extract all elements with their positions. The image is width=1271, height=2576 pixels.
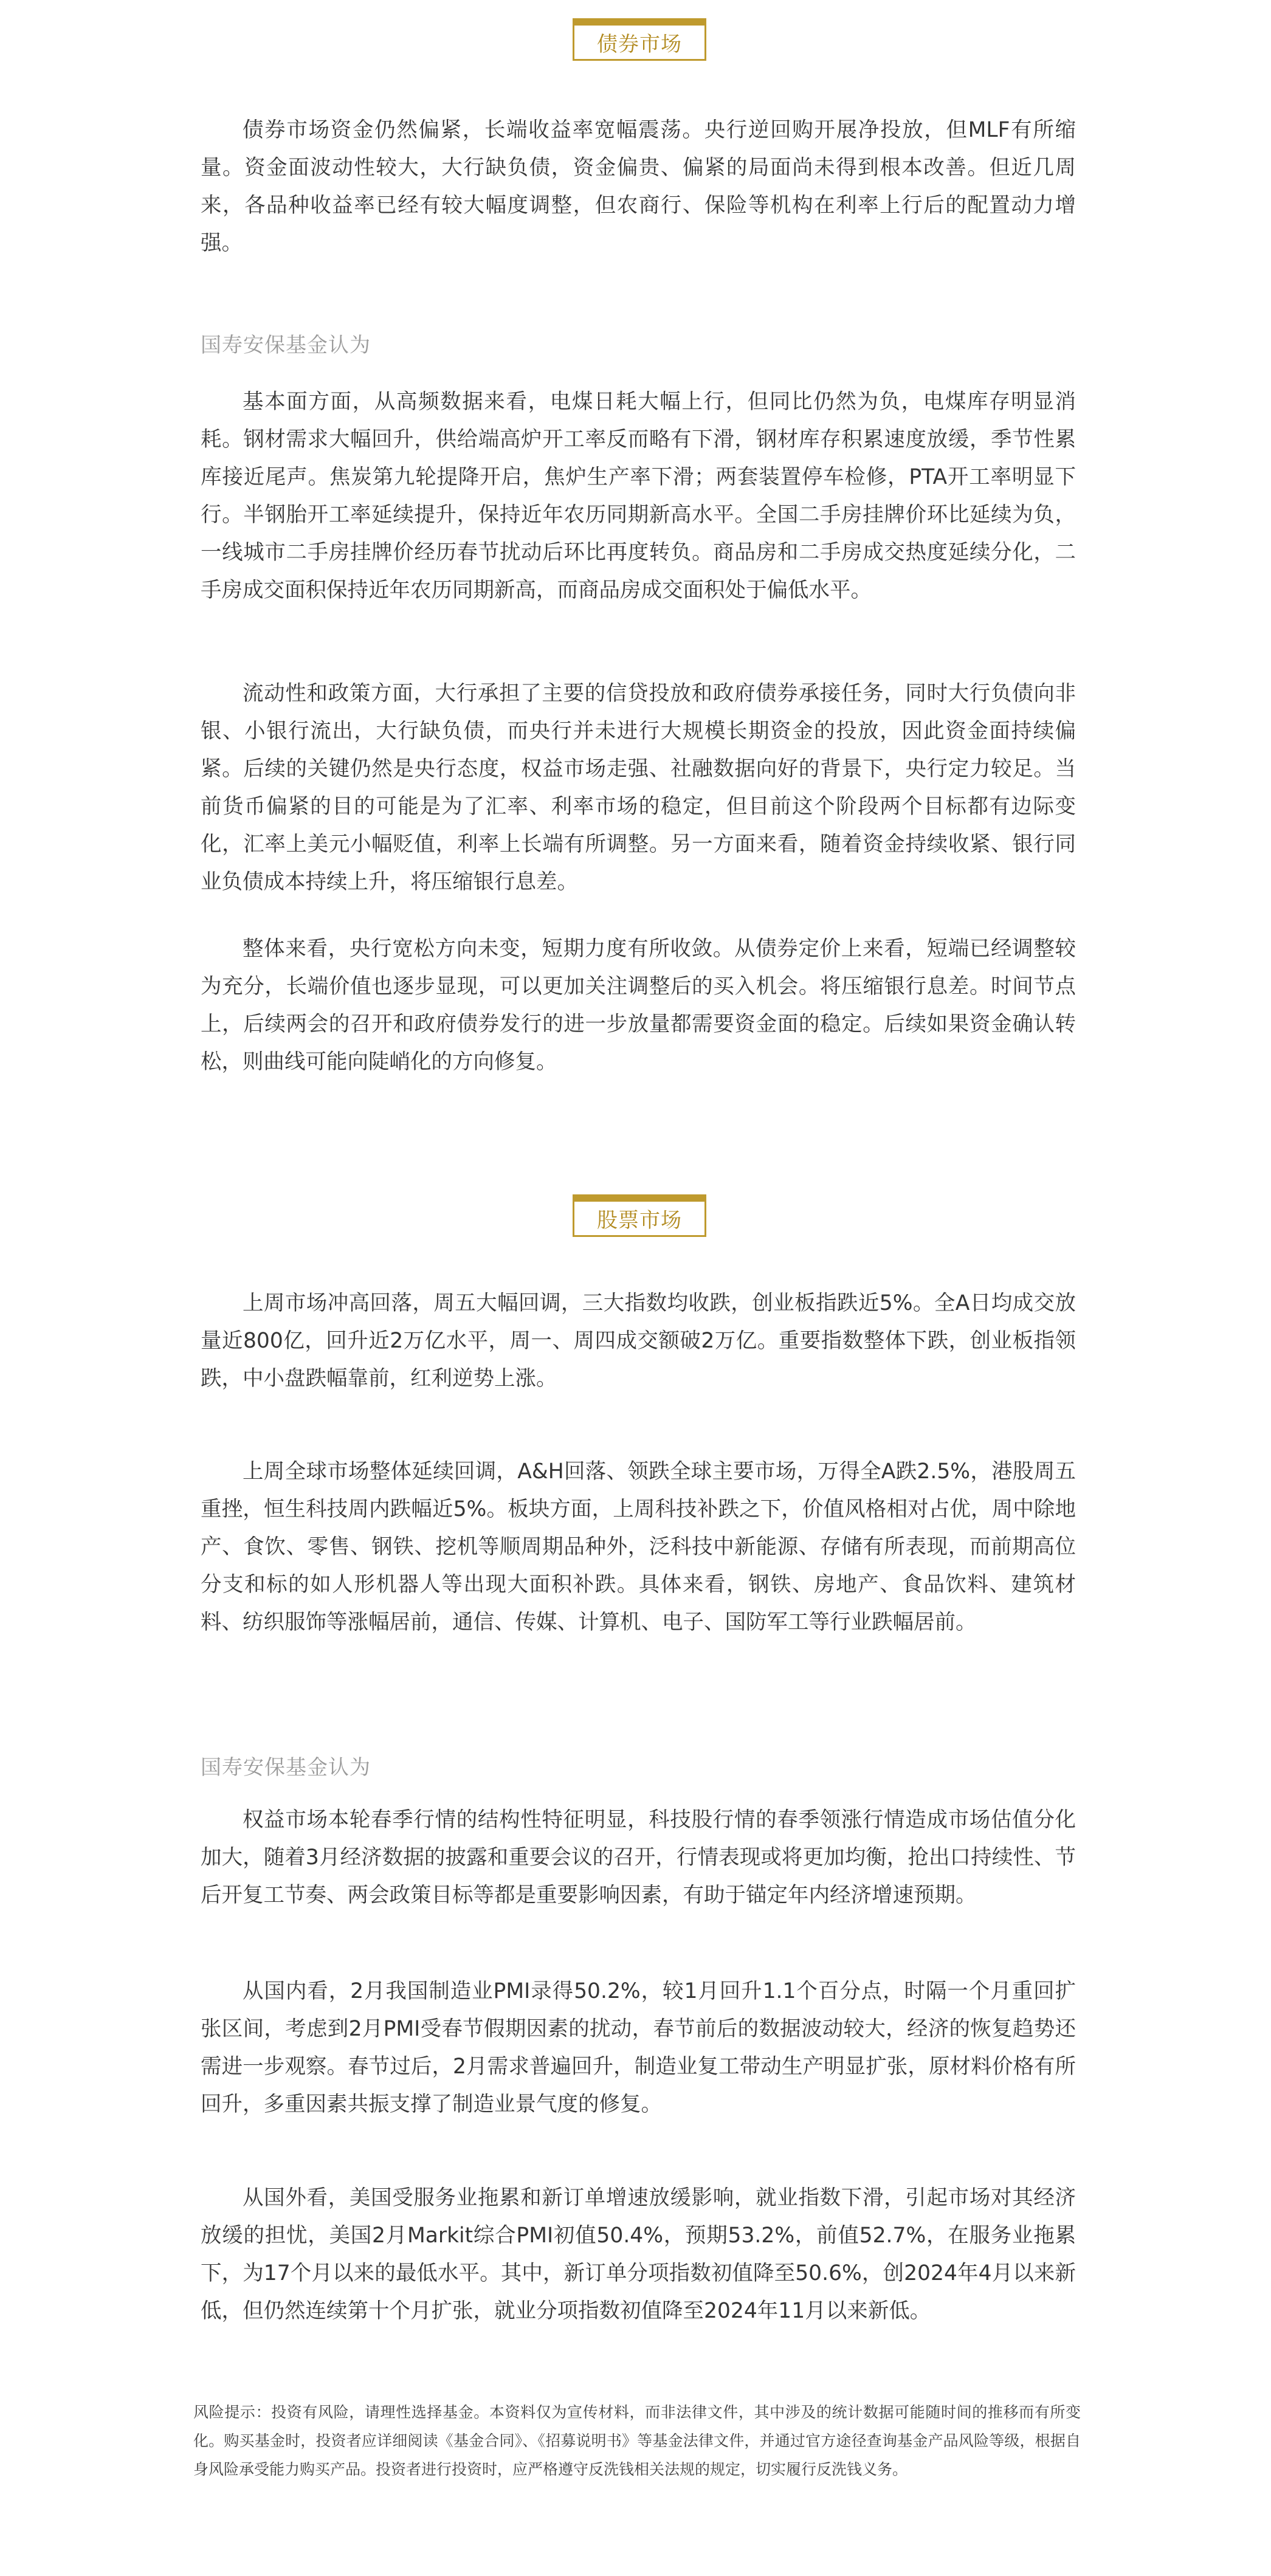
stock-intro-paragraph-2: 上周全球市场整体延续回调，A&H回落、领跌全球主要市场，万得全A跌2.5%，港股周五重挫，恒生科技周内跌幅近5%。板块方面，上周科技补跌之下，价值风格相对占优，周中除地产、食饮、零售、钢铁、挖机等顺周期品种外，泛科技中新能源、存储有所表现，而前期高位分支和标的如人形机器人等出现大面积补跌。具体来看，钢铁、房地产、食品饮料、建筑材料、纺织服饰等涨幅居前，通信、传媒、计算机、电子、国防军工等行业跌幅居前。 — [201, 1459, 1076, 1634]
stock-paragraph-overseas: 从国外看，美国受服务业拖累和新订单增速放缓影响，就业指数下滑，引起市场对其经济放缓的担忧，美国2月Markit综合PMI初值50.4%，预期53.2%，前值52.7%，在服务业拖累下，为17个月以来的最低水平。其中，新订单分项指数初值降至50.6%，创2024年4月以来新低，但仍然连续第十个月扩张，就业分项指数初值降至2024年11月以来新低。 — [201, 2186, 1076, 2323]
stock-intro-paragraph-1: 上周市场冲高回落，周五大幅回调，三大指数均收跌，创业板指跌近5%。全A日均成交放量近800亿，回升近2万亿水平，周一、周四成交额破2万亿。重要指数整体下跌，创业板指领跌，中小盘跌幅靠前，红利逆势上涨。 — [201, 1291, 1076, 1391]
stock-section-title: 股票市场 — [597, 1208, 682, 1233]
bond-section-title: 债券市场 — [597, 32, 682, 57]
bond-section-title-badge — [573, 18, 706, 61]
stock-paragraph-domestic: 从国内看，2月我国制造业PMI录得50.2%，较1月回升1.1个百分点，时隔一个月重回扩张区间，考虑到2月PMI受春节假期因素的扰动，春节前后的数据波动较大，经济的恢复趋势还需进一步观察。春节过后，2月需求普遍回升，制造业复工带动生产明显扩张，原材料价格有所回升，多重因素共振支撑了制造业景气度的修复。 — [201, 1979, 1076, 2116]
bond-intro-paragraph: 债券市场资金仍然偏紧，长端收益率宽幅震荡。央行逆回购开展净投放，但MLF有所缩量。资金面波动性较大，大行缺负债，资金偏贵、偏紧的局面尚未得到根本改善。但近几周来，各品种收益率已经有较大幅度调整，但农商行、保险等机构在利率上行后的配置动力增强。 — [201, 118, 1076, 255]
bond-paragraph-fundamentals: 基本面方面，从高频数据来看，电煤日耗大幅上行，但同比仍然为负，电煤库存明显消耗。钢材需求大幅回升，供给端高炉开工率反而略有下滑，钢材库存积累速度放缓，季节性累库接近尾声。焦炭第九轮提降开启，焦炉生产率下滑；两套装置停车检修，PTA开工率明显下行。半钢胎开工率延续提升，保持近年农历同期新高水平。全国二手房挂牌价环比延续为负，一线城市二手房挂牌价经历春节扰动后环比再度转负。商品房和二手房成交热度延续分化，二手房成交面积保持近年农历同期新高，而商品房成交面积处于偏低水平。 — [201, 390, 1076, 602]
bond-view-heading: 国寿安保基金认为 — [201, 333, 371, 357]
stock-section-title-badge — [573, 1194, 706, 1237]
stock-view-heading: 国寿安保基金认为 — [201, 1755, 371, 1780]
stock-paragraph-structure: 权益市场本轮春季行情的结构性特征明显，科技股行情的春季领涨行情造成市场估值分化加大，随着3月经济数据的披露和重要会议的召开，行情表现或将更加均衡，抢出口持续性、节后开复工节奏、两会政策目标等都是重要影响因素，有助于锚定年内经济增速预期。 — [201, 1808, 1076, 1907]
risk-notice: 风险提示：投资有风险，请理性选择基金。本资料仅为宣传材料，而非法律文件，其中涉及的统计数据可能随时间的推移而有所变化。购买基金时，投资者应详细阅读《基金合同》、《招募说明书》等基金法律文件，并通过官方途径查询基金产品风险等级，根据自身风险承受能力购买产品。投资者进行投资时，应严格遵守反洗钱相关法规的规定，切实履行反洗钱义务。 — [193, 2403, 1081, 2478]
bond-paragraph-liquidity: 流动性和政策方面，大行承担了主要的信贷投放和政府债券承接任务，同时大行负债向非银、小银行流出，大行缺负债，而央行并未进行大规模长期资金的投放，因此资金面持续偏紧。后续的关键仍然是央行态度，权益市场走强、社融数据向好的背景下，央行定力较足。当前货币偏紧的目的可能是为了汇率、利率市场的稳定，但目前这个阶段两个目标都有边际变化，汇率上美元小幅贬值，利率上长端有所调整。另一方面来看，随着资金持续收紧、银行同业负债成本持续上升，将压缩银行息差。 — [201, 681, 1076, 894]
bond-paragraph-summary: 整体来看，央行宽松方向未变，短期力度有所收敛。从债券定价上来看，短端已经调整较为充分，长端价值也逐步显现，可以更加关注调整后的买入机会。将压缩银行息差。时间节点上，后续两会的召开和政府债券发行的进一步放量都需要资金面的稳定。后续如果资金确认转松，则曲线可能向陡峭化的方向修复。 — [201, 937, 1076, 1074]
